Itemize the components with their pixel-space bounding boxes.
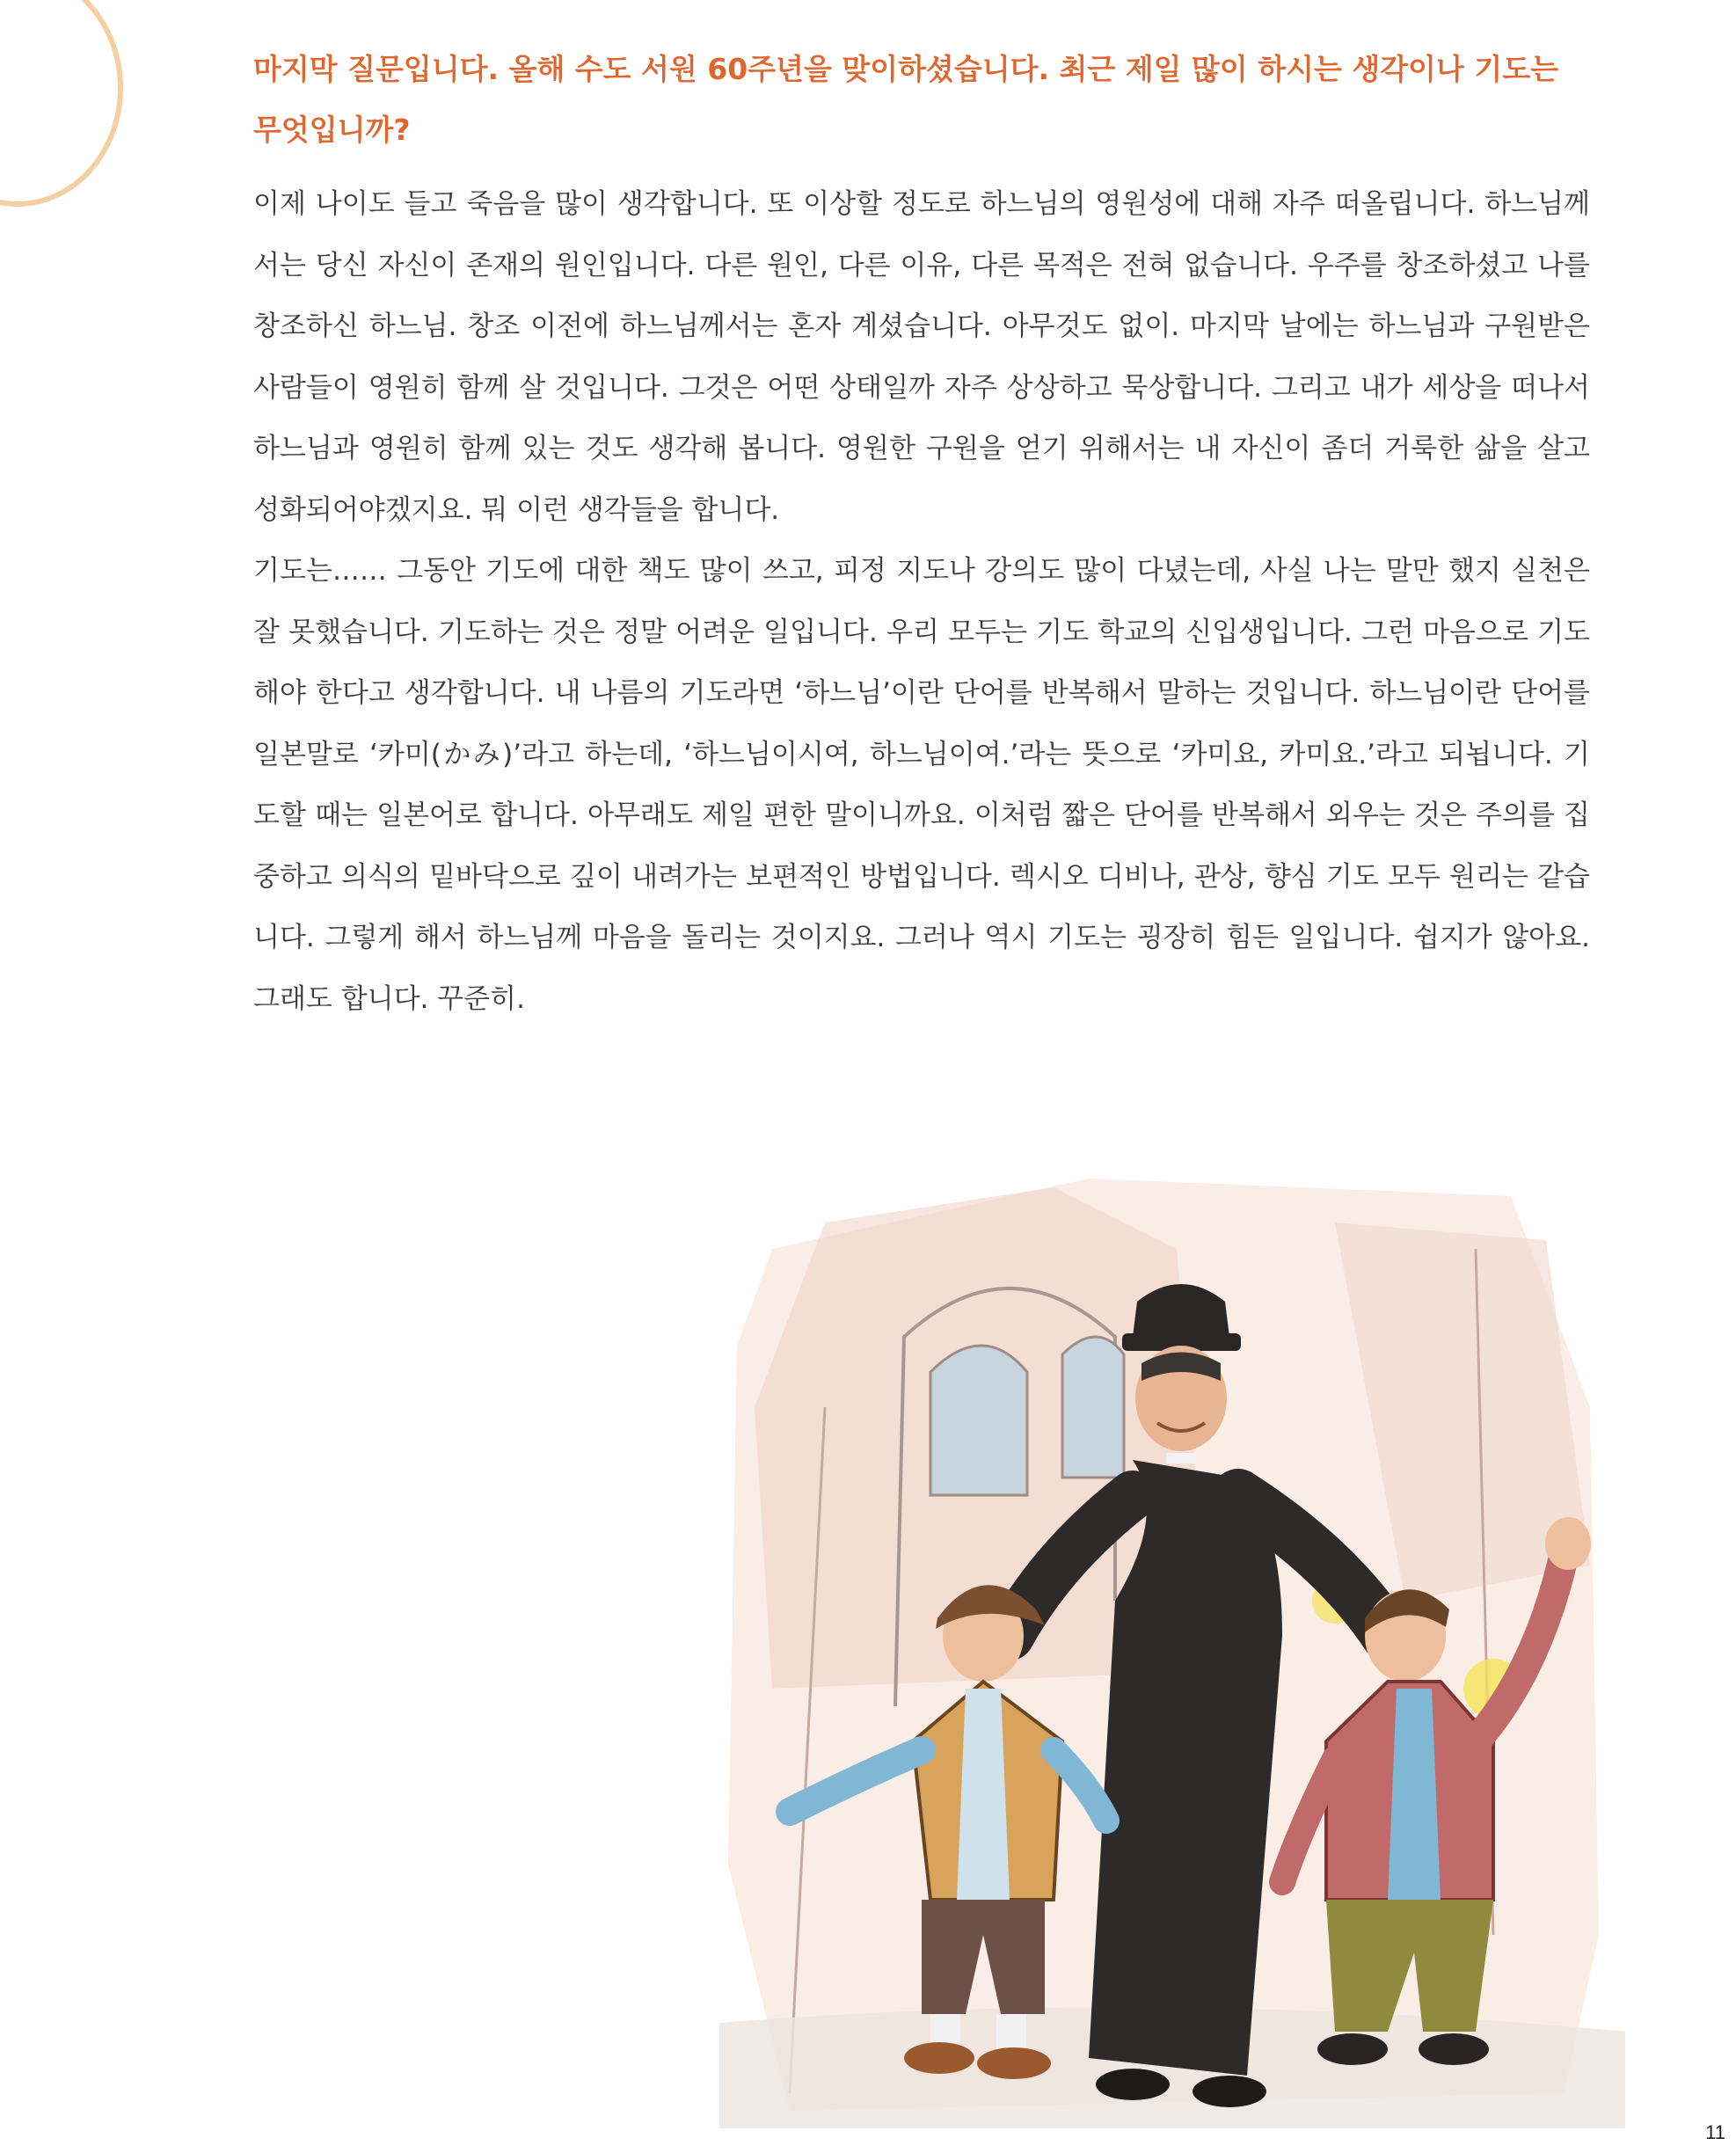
interview-question: 마지막 질문입니다. 올해 수도 서원 60주년을 맞이하셨습니다. 최근 제일 많이 하시는 생각이나 기도는 무엇입니까?	[253, 52, 1558, 147]
illustration-priest-with-boys	[719, 1143, 1625, 2128]
answer-paragraph-1: 이제 나이도 들고 죽음을 많이 생각합니다. 또 이상할 정도로 하느님의 영원성에 대해 자주 떠올립니다. 하느님께서는 당신 자신이 존재의 원인입니다. 다른 원인, 다른 이유, 다른 목적은 전혀 없습니다. 우주를 창조하셨고 나를 창조하신 하느님. 창조 이전에 하느님께서는 혼자 계셨습니다. 아무것도 없이. 마지막 날에는 하느님과 구원받은 사람들이 영원히 함께 살 것입니다. 그것은 어떤 상태일까 자주 상상하고 묵상합니다. 그리고 내가 세상을 떠나서 하느님과 영원히 함께 있는 것도 생각해 봅니다. 영원한 구원을 얻기 위해서는 내 자신이 좀더 거룩한 삶을 살고 성화되어야겠지요. 뭐 이런 생각들을 합니다.	[253, 188, 1590, 526]
answer-paragraph-2: 기도는…… 그동안 기도에 대한 책도 많이 쓰고, 피정 지도나 강의도 많이 다녔는데, 사실 나는 말만 했지 실천은 잘 못했습니다. 기도하는 것은 정말 어려운 일입니다. 우리 모두는 기도 학교의 신입생입니다. 그런 마음으로 기도해야 한다고 생각합니다. 내 나름의 기도라면 ‘하느님’이란 단어를 반복해서 말하는 것입니다. 하느님이란 단어를 일본말로 ‘카미(かみ)’라고 하는데, ‘하느님이시여, 하느님이여.’라는 뜻으로 ‘카미요, 카미요.’라고 되뇝니다. 기도할 때는 일본어로 합니다. 아무래도 제일 편한 말이니까요. 이처럼 짧은 단어를 반복해서 외우는 것은 주의를 집중하고 의식의 밑바닥으로 깊이 내려가는 보편적인 방법입니다. 렉시오 디비나, 관상, 향심 기도 모두 원리는 같습니다. 그렇게 해서 하느님께 마음을 돌리는 것이지요. 그러나 역시 기도는 굉장히 힘든 일입니다. 쉽지가 않아요. 그래도 합니다. 꾸준히.	[253, 555, 1590, 1015]
decorative-circle	[0, 0, 123, 207]
page-number: 11	[1705, 2121, 1725, 2143]
interview-answer	[253, 174, 1590, 1030]
